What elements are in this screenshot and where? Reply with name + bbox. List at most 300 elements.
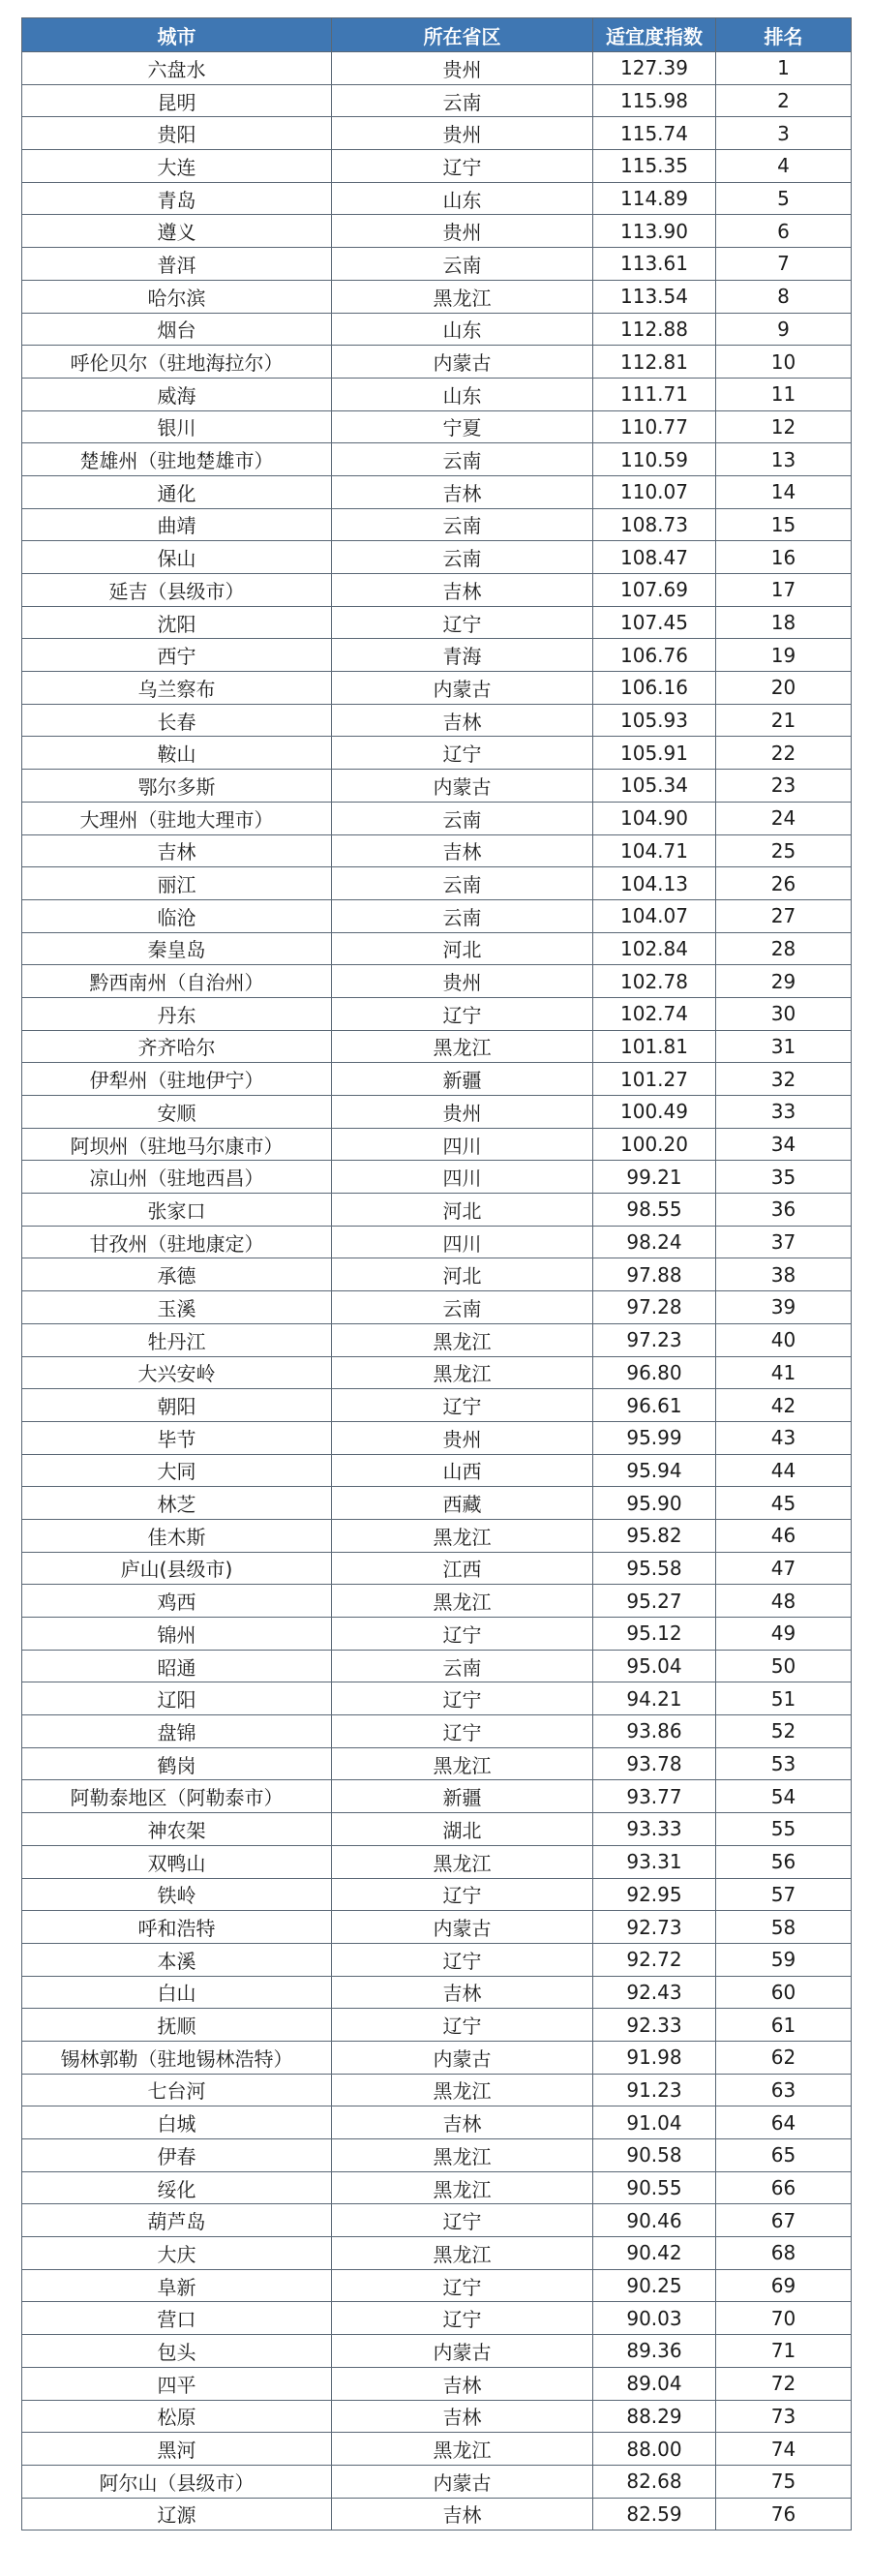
cell-rank: 31 (716, 1030, 852, 1063)
cell-suitability-index: 82.68 (593, 2465, 716, 2498)
cell-rank: 7 (716, 248, 852, 281)
cell-rank: 33 (716, 1096, 852, 1129)
table-row (22, 899, 852, 932)
cell-suitability-index: 102.84 (593, 932, 716, 965)
cell-suitability-index: 82.59 (593, 2498, 716, 2531)
cell-city: 鹤岗 (22, 1747, 332, 1780)
table-row (22, 1911, 852, 1944)
cell-city: 长春 (22, 704, 332, 737)
cell-city: 沈阳 (22, 606, 332, 639)
cell-city: 七台河 (22, 2074, 332, 2106)
cell-city: 张家口 (22, 1194, 332, 1227)
cell-suitability-index: 104.90 (593, 802, 716, 834)
cell-city: 普洱 (22, 248, 332, 281)
cell-rank: 15 (716, 508, 852, 541)
cell-city: 葫芦岛 (22, 2204, 332, 2237)
cell-rank: 66 (716, 2171, 852, 2204)
cell-rank: 25 (716, 834, 852, 867)
cell-city: 毕节 (22, 1421, 332, 1454)
cell-province: 黑龙江 (332, 1845, 593, 1878)
cell-city: 威海 (22, 378, 332, 410)
cell-city: 秦皇岛 (22, 932, 332, 965)
cell-suitability-index: 94.21 (593, 1682, 716, 1715)
cell-province: 辽宁 (332, 997, 593, 1030)
table-row (22, 1291, 852, 1324)
cell-rank: 4 (716, 150, 852, 183)
cell-suitability-index: 90.03 (593, 2302, 716, 2335)
cell-province: 辽宁 (332, 1943, 593, 1976)
table-row (22, 182, 852, 215)
table-row (22, 1487, 852, 1520)
table-row (22, 1845, 852, 1878)
cell-suitability-index: 115.98 (593, 84, 716, 117)
cell-city: 白山 (22, 1976, 332, 2009)
cell-rank: 67 (716, 2204, 852, 2237)
cell-suitability-index: 96.61 (593, 1389, 716, 1422)
cell-suitability-index: 114.89 (593, 182, 716, 215)
cell-suitability-index: 89.36 (593, 2335, 716, 2368)
cell-city: 伊犁州（驻地伊宁） (22, 1063, 332, 1096)
cell-province: 内蒙古 (332, 770, 593, 803)
table-row (22, 150, 852, 183)
cell-suitability-index: 93.77 (593, 1780, 716, 1813)
cell-suitability-index: 93.33 (593, 1813, 716, 1846)
cell-province: 云南 (332, 802, 593, 834)
cell-province: 云南 (332, 1291, 593, 1324)
cell-city: 甘孜州（驻地康定） (22, 1226, 332, 1258)
cell-suitability-index: 92.73 (593, 1911, 716, 1944)
cell-city: 凉山州（驻地西昌） (22, 1161, 332, 1194)
table-row (22, 802, 852, 834)
cell-rank: 61 (716, 2009, 852, 2042)
cell-city: 双鸭山 (22, 1845, 332, 1878)
cell-province: 河北 (332, 932, 593, 965)
cell-province: 贵州 (332, 215, 593, 248)
cell-province: 云南 (332, 867, 593, 900)
cell-rank: 2 (716, 84, 852, 117)
cell-province: 云南 (332, 84, 593, 117)
cell-suitability-index: 95.99 (593, 1421, 716, 1454)
cell-city: 辽源 (22, 2498, 332, 2531)
cell-rank: 72 (716, 2367, 852, 2400)
cell-province: 吉林 (332, 2498, 593, 2531)
cell-rank: 73 (716, 2400, 852, 2433)
cell-city: 承德 (22, 1258, 332, 1291)
cell-province: 云南 (332, 508, 593, 541)
cell-city: 伊春 (22, 2139, 332, 2172)
cell-city: 保山 (22, 541, 332, 574)
cell-province: 宁夏 (332, 410, 593, 443)
cell-city: 乌兰察布 (22, 672, 332, 705)
table-row (22, 1161, 852, 1194)
cell-suitability-index: 99.21 (593, 1161, 716, 1194)
cell-rank: 19 (716, 639, 852, 672)
cell-suitability-index: 112.81 (593, 346, 716, 379)
table-row (22, 52, 852, 85)
cell-province: 黑龙江 (332, 2237, 593, 2270)
cell-suitability-index: 110.59 (593, 443, 716, 476)
cell-rank: 21 (716, 704, 852, 737)
table-row (22, 2041, 852, 2074)
cell-rank: 71 (716, 2335, 852, 2368)
table-row (22, 215, 852, 248)
cell-rank: 55 (716, 1813, 852, 1846)
cell-suitability-index: 127.39 (593, 52, 716, 85)
cell-city: 锡林郭勒（驻地锡林浩特） (22, 2041, 332, 2074)
table-row (22, 1682, 852, 1715)
cell-suitability-index: 91.23 (593, 2074, 716, 2106)
cell-province: 黑龙江 (332, 1030, 593, 1063)
cell-rank: 11 (716, 378, 852, 410)
cell-province: 云南 (332, 443, 593, 476)
cell-suitability-index: 92.95 (593, 1878, 716, 1911)
cell-city: 通化 (22, 475, 332, 508)
cell-province: 辽宁 (332, 737, 593, 770)
cell-suitability-index: 108.47 (593, 541, 716, 574)
cell-city: 昭通 (22, 1650, 332, 1682)
table-row (22, 2400, 852, 2433)
cell-city: 临沧 (22, 899, 332, 932)
cell-suitability-index: 92.72 (593, 1943, 716, 1976)
cell-rank: 42 (716, 1389, 852, 1422)
cell-rank: 14 (716, 475, 852, 508)
cell-suitability-index: 104.71 (593, 834, 716, 867)
cell-suitability-index: 97.23 (593, 1323, 716, 1356)
cell-city: 遵义 (22, 215, 332, 248)
cell-suitability-index: 108.73 (593, 508, 716, 541)
cell-city: 阜新 (22, 2269, 332, 2302)
cell-suitability-index: 101.81 (593, 1030, 716, 1063)
cell-rank: 32 (716, 1063, 852, 1096)
table-row (22, 378, 852, 410)
table-row (22, 346, 852, 379)
table-row (22, 2335, 852, 2368)
table-row (22, 2139, 852, 2172)
table-row (22, 2204, 852, 2237)
city-ranking-table (21, 17, 852, 2531)
cell-rank: 69 (716, 2269, 852, 2302)
cell-suitability-index: 101.27 (593, 1063, 716, 1096)
cell-rank: 30 (716, 997, 852, 1030)
table-row (22, 1454, 852, 1487)
cell-province: 吉林 (332, 574, 593, 607)
table-row (22, 639, 852, 672)
table-row (22, 443, 852, 476)
table-row (22, 508, 852, 541)
cell-province: 吉林 (332, 2106, 593, 2139)
cell-suitability-index: 93.31 (593, 1845, 716, 1878)
table-row (22, 475, 852, 508)
header-suitability-index: 适宜度指数 (593, 18, 716, 52)
cell-rank: 40 (716, 1323, 852, 1356)
cell-suitability-index: 97.28 (593, 1291, 716, 1324)
cell-rank: 23 (716, 770, 852, 803)
cell-suitability-index: 88.00 (593, 2433, 716, 2466)
cell-city: 松原 (22, 2400, 332, 2433)
cell-suitability-index: 93.86 (593, 1715, 716, 1748)
cell-rank: 8 (716, 280, 852, 313)
cell-province: 黑龙江 (332, 1356, 593, 1389)
table-row (22, 867, 852, 900)
header-city: 城市 (22, 18, 332, 52)
table-header (22, 18, 852, 52)
cell-rank: 5 (716, 182, 852, 215)
cell-suitability-index: 92.43 (593, 1976, 716, 2009)
table-row (22, 2009, 852, 2042)
table-row (22, 1715, 852, 1748)
cell-suitability-index: 107.45 (593, 606, 716, 639)
cell-suitability-index: 102.78 (593, 965, 716, 998)
table-row (22, 2237, 852, 2270)
cell-city: 营口 (22, 2302, 332, 2335)
cell-province: 河北 (332, 1258, 593, 1291)
cell-city: 铁岭 (22, 1878, 332, 1911)
cell-suitability-index: 96.80 (593, 1356, 716, 1389)
cell-province: 内蒙古 (332, 2041, 593, 2074)
header-row (22, 18, 852, 52)
cell-city: 白城 (22, 2106, 332, 2139)
cell-rank: 52 (716, 1715, 852, 1748)
cell-city: 齐齐哈尔 (22, 1030, 332, 1063)
table-row (22, 737, 852, 770)
cell-rank: 39 (716, 1291, 852, 1324)
cell-rank: 76 (716, 2498, 852, 2531)
cell-province: 山东 (332, 182, 593, 215)
cell-city: 本溪 (22, 1943, 332, 1976)
cell-city: 烟台 (22, 313, 332, 346)
cell-suitability-index: 95.27 (593, 1585, 716, 1618)
table-row (22, 1356, 852, 1389)
cell-rank: 51 (716, 1682, 852, 1715)
table-row (22, 1650, 852, 1682)
cell-suitability-index: 100.20 (593, 1128, 716, 1161)
cell-city: 庐山(县级市) (22, 1552, 332, 1585)
cell-suitability-index: 100.49 (593, 1096, 716, 1129)
cell-rank: 24 (716, 802, 852, 834)
cell-rank: 65 (716, 2139, 852, 2172)
cell-province: 黑龙江 (332, 1585, 593, 1618)
cell-city: 大兴安岭 (22, 1356, 332, 1389)
cell-suitability-index: 105.91 (593, 737, 716, 770)
cell-province: 河北 (332, 1194, 593, 1227)
cell-rank: 22 (716, 737, 852, 770)
cell-suitability-index: 113.90 (593, 215, 716, 248)
cell-rank: 59 (716, 1943, 852, 1976)
table-row (22, 2302, 852, 2335)
cell-province: 黑龙江 (332, 2171, 593, 2204)
cell-suitability-index: 105.34 (593, 770, 716, 803)
cell-province: 新疆 (332, 1780, 593, 1813)
cell-province: 贵州 (332, 1421, 593, 1454)
cell-city: 黑河 (22, 2433, 332, 2466)
cell-province: 江西 (332, 1552, 593, 1585)
table-row (22, 248, 852, 281)
table-row (22, 1585, 852, 1618)
cell-province: 云南 (332, 541, 593, 574)
cell-city: 鞍山 (22, 737, 332, 770)
cell-suitability-index: 113.54 (593, 280, 716, 313)
cell-suitability-index: 95.82 (593, 1519, 716, 1552)
cell-province: 黑龙江 (332, 2074, 593, 2106)
cell-city: 辽阳 (22, 1682, 332, 1715)
table-row (22, 2367, 852, 2400)
cell-suitability-index: 88.29 (593, 2400, 716, 2433)
cell-province: 辽宁 (332, 2302, 593, 2335)
cell-suitability-index: 104.07 (593, 899, 716, 932)
table-row (22, 1747, 852, 1780)
cell-province: 吉林 (332, 2367, 593, 2400)
cell-province: 四川 (332, 1161, 593, 1194)
cell-city: 玉溪 (22, 1291, 332, 1324)
cell-suitability-index: 98.24 (593, 1226, 716, 1258)
table-row (22, 280, 852, 313)
cell-province: 云南 (332, 248, 593, 281)
cell-rank: 34 (716, 1128, 852, 1161)
cell-suitability-index: 113.61 (593, 248, 716, 281)
cell-rank: 48 (716, 1585, 852, 1618)
table-row (22, 1258, 852, 1291)
cell-city: 阿尔山（县级市） (22, 2465, 332, 2498)
cell-suitability-index: 115.35 (593, 150, 716, 183)
cell-province: 黑龙江 (332, 1747, 593, 1780)
cell-province: 吉林 (332, 834, 593, 867)
table-row (22, 117, 852, 150)
cell-province: 吉林 (332, 475, 593, 508)
cell-rank: 13 (716, 443, 852, 476)
table-row (22, 2465, 852, 2498)
cell-city: 丽江 (22, 867, 332, 900)
cell-city: 包头 (22, 2335, 332, 2368)
cell-city: 西宁 (22, 639, 332, 672)
cell-suitability-index: 115.74 (593, 117, 716, 150)
cell-suitability-index: 105.93 (593, 704, 716, 737)
table-row (22, 1323, 852, 1356)
table-row (22, 770, 852, 803)
cell-rank: 46 (716, 1519, 852, 1552)
table-row (22, 606, 852, 639)
table-row (22, 2074, 852, 2106)
cell-province: 黑龙江 (332, 1519, 593, 1552)
cell-city: 呼伦贝尔（驻地海拉尔） (22, 346, 332, 379)
cell-province: 山东 (332, 313, 593, 346)
ranking-table-container (21, 17, 852, 2531)
cell-city: 贵阳 (22, 117, 332, 150)
cell-city: 盘锦 (22, 1715, 332, 1748)
cell-rank: 70 (716, 2302, 852, 2335)
cell-province: 辽宁 (332, 1715, 593, 1748)
cell-suitability-index: 110.77 (593, 410, 716, 443)
cell-province: 黑龙江 (332, 1323, 593, 1356)
cell-rank: 56 (716, 1845, 852, 1878)
cell-rank: 53 (716, 1747, 852, 1780)
cell-city: 朝阳 (22, 1389, 332, 1422)
cell-suitability-index: 111.71 (593, 378, 716, 410)
table-row (22, 834, 852, 867)
cell-province: 云南 (332, 1650, 593, 1682)
cell-rank: 36 (716, 1194, 852, 1227)
cell-rank: 75 (716, 2465, 852, 2498)
cell-rank: 58 (716, 1911, 852, 1944)
cell-rank: 10 (716, 346, 852, 379)
cell-rank: 1 (716, 52, 852, 85)
table-row (22, 1063, 852, 1096)
table-row (22, 1194, 852, 1227)
cell-province: 黑龙江 (332, 2433, 593, 2466)
table-row (22, 1226, 852, 1258)
cell-rank: 37 (716, 1226, 852, 1258)
table-row (22, 84, 852, 117)
cell-province: 湖北 (332, 1813, 593, 1846)
cell-rank: 18 (716, 606, 852, 639)
cell-city: 延吉（县级市） (22, 574, 332, 607)
cell-city: 神农架 (22, 1813, 332, 1846)
cell-rank: 43 (716, 1421, 852, 1454)
cell-city: 绥化 (22, 2171, 332, 2204)
header-province: 所在省区 (332, 18, 593, 52)
table-row (22, 1878, 852, 1911)
cell-province: 青海 (332, 639, 593, 672)
cell-suitability-index: 90.55 (593, 2171, 716, 2204)
table-row (22, 1813, 852, 1846)
table-row (22, 2433, 852, 2466)
cell-rank: 28 (716, 932, 852, 965)
cell-province: 新疆 (332, 1063, 593, 1096)
cell-province: 四川 (332, 1128, 593, 1161)
cell-province: 内蒙古 (332, 2335, 593, 2368)
cell-rank: 29 (716, 965, 852, 998)
cell-province: 辽宁 (332, 606, 593, 639)
cell-suitability-index: 106.76 (593, 639, 716, 672)
cell-city: 阿坝州（驻地马尔康市） (22, 1128, 332, 1161)
cell-province: 辽宁 (332, 1682, 593, 1715)
cell-province: 黑龙江 (332, 2139, 593, 2172)
cell-suitability-index: 95.04 (593, 1650, 716, 1682)
table-row (22, 1943, 852, 1976)
cell-suitability-index: 90.58 (593, 2139, 716, 2172)
cell-suitability-index: 95.90 (593, 1487, 716, 1520)
cell-suitability-index: 95.12 (593, 1618, 716, 1651)
table-row (22, 965, 852, 998)
cell-rank: 57 (716, 1878, 852, 1911)
cell-rank: 6 (716, 215, 852, 248)
table-row (22, 2171, 852, 2204)
table-row (22, 2269, 852, 2302)
cell-city: 哈尔滨 (22, 280, 332, 313)
table-row (22, 1780, 852, 1813)
cell-province: 吉林 (332, 1976, 593, 2009)
cell-province: 贵州 (332, 965, 593, 998)
cell-city: 阿勒泰地区（阿勒泰市） (22, 1780, 332, 1813)
cell-province: 辽宁 (332, 2009, 593, 2042)
table-row (22, 313, 852, 346)
cell-suitability-index: 98.55 (593, 1194, 716, 1227)
cell-city: 大庆 (22, 2237, 332, 2270)
cell-city: 大理州（驻地大理市） (22, 802, 332, 834)
cell-rank: 60 (716, 1976, 852, 2009)
cell-province: 辽宁 (332, 150, 593, 183)
cell-city: 大同 (22, 1454, 332, 1487)
cell-rank: 41 (716, 1356, 852, 1389)
cell-city: 曲靖 (22, 508, 332, 541)
cell-city: 青岛 (22, 182, 332, 215)
cell-city: 吉林 (22, 834, 332, 867)
table-row (22, 1552, 852, 1585)
cell-rank: 44 (716, 1454, 852, 1487)
cell-rank: 45 (716, 1487, 852, 1520)
cell-suitability-index: 104.13 (593, 867, 716, 900)
cell-province: 内蒙古 (332, 672, 593, 705)
cell-rank: 54 (716, 1780, 852, 1813)
